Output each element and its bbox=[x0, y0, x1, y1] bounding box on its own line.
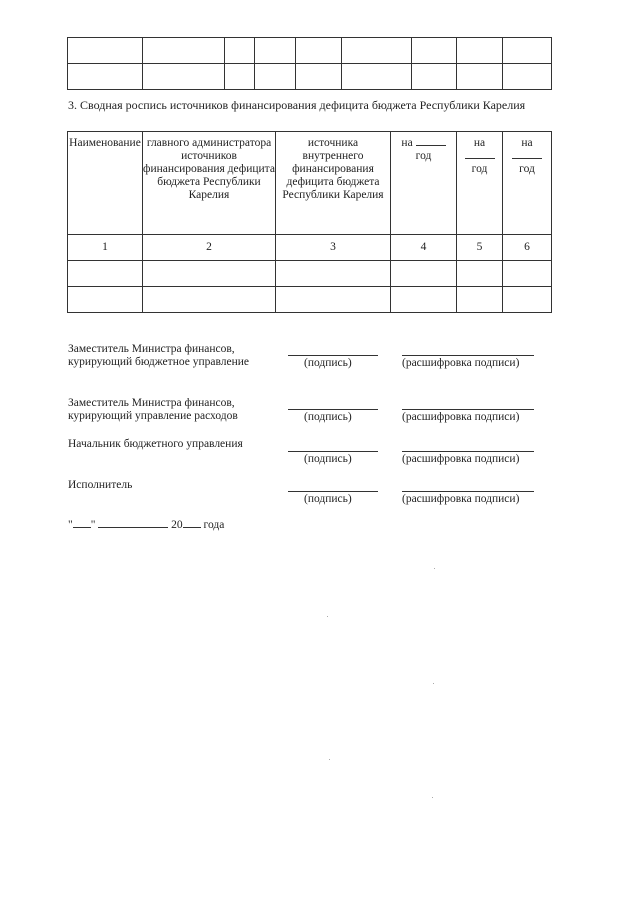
date-line: " " 20 года bbox=[68, 519, 225, 531]
column-number: 6 bbox=[503, 235, 552, 261]
previous-table bbox=[67, 37, 552, 90]
month-blank bbox=[98, 527, 168, 528]
day-blank bbox=[73, 527, 91, 528]
scan-speck bbox=[433, 683, 434, 684]
section-heading: 3. Сводная роспись источников финансирования дефицита бюджета Республики Карелия bbox=[68, 98, 526, 112]
header-admin: главного администратора источников финансирования дефицита бюджета Республики Карелия bbox=[143, 132, 276, 235]
header-year-1: на год bbox=[391, 132, 457, 235]
decoding-line bbox=[402, 451, 534, 452]
table-header-row bbox=[68, 132, 552, 235]
signer-title: Заместитель Министра финансов, курирующий управление расходов bbox=[68, 397, 238, 422]
signature-line bbox=[288, 409, 378, 410]
blank-line bbox=[416, 145, 446, 146]
signer-title: Начальник бюджетного управления bbox=[68, 438, 243, 450]
blank-line bbox=[465, 158, 495, 159]
column-number: 4 bbox=[391, 235, 457, 261]
column-number: 1 bbox=[68, 235, 143, 261]
column-number: 5 bbox=[457, 235, 503, 261]
column-number-row bbox=[68, 235, 552, 261]
header-year-2: на год bbox=[457, 132, 503, 235]
table-row bbox=[68, 38, 552, 64]
decoding-caption: (расшифровка подписи) bbox=[402, 411, 520, 423]
signature-line bbox=[288, 451, 378, 452]
signature-line bbox=[288, 355, 378, 356]
scan-speck bbox=[329, 759, 330, 760]
decoding-line bbox=[402, 491, 534, 492]
year-blank bbox=[183, 527, 201, 528]
header-source: источника внутреннего финансирования дефицита бюджета Республики Карелия bbox=[276, 132, 391, 235]
decoding-caption: (расшифровка подписи) bbox=[402, 493, 520, 505]
blank-line bbox=[512, 158, 542, 159]
table-row bbox=[68, 261, 552, 287]
signature-caption: (подпись) bbox=[304, 453, 352, 465]
signer-title: Исполнитель bbox=[68, 479, 133, 491]
signature-caption: (подпись) bbox=[304, 357, 352, 369]
signature-line bbox=[288, 491, 378, 492]
signature-caption: (подпись) bbox=[304, 411, 352, 423]
table-row bbox=[68, 287, 552, 313]
column-number: 3 bbox=[276, 235, 391, 261]
decoding-caption: (расшифровка подписи) bbox=[402, 453, 520, 465]
scan-speck bbox=[434, 568, 435, 569]
signature-caption: (подпись) bbox=[304, 493, 352, 505]
header-name: Наименование bbox=[68, 132, 143, 235]
scan-speck bbox=[327, 616, 328, 617]
table-row bbox=[68, 64, 552, 90]
column-number: 2 bbox=[143, 235, 276, 261]
summary-table bbox=[67, 131, 552, 313]
scan-speck bbox=[432, 797, 433, 798]
signer-title: Заместитель Министра финансов, курирующий бюджетное управление bbox=[68, 343, 250, 368]
decoding-line bbox=[402, 355, 534, 356]
decoding-line bbox=[402, 409, 534, 410]
decoding-caption: (расшифровка подписи) bbox=[402, 357, 520, 369]
header-year-3: на год bbox=[503, 132, 552, 235]
